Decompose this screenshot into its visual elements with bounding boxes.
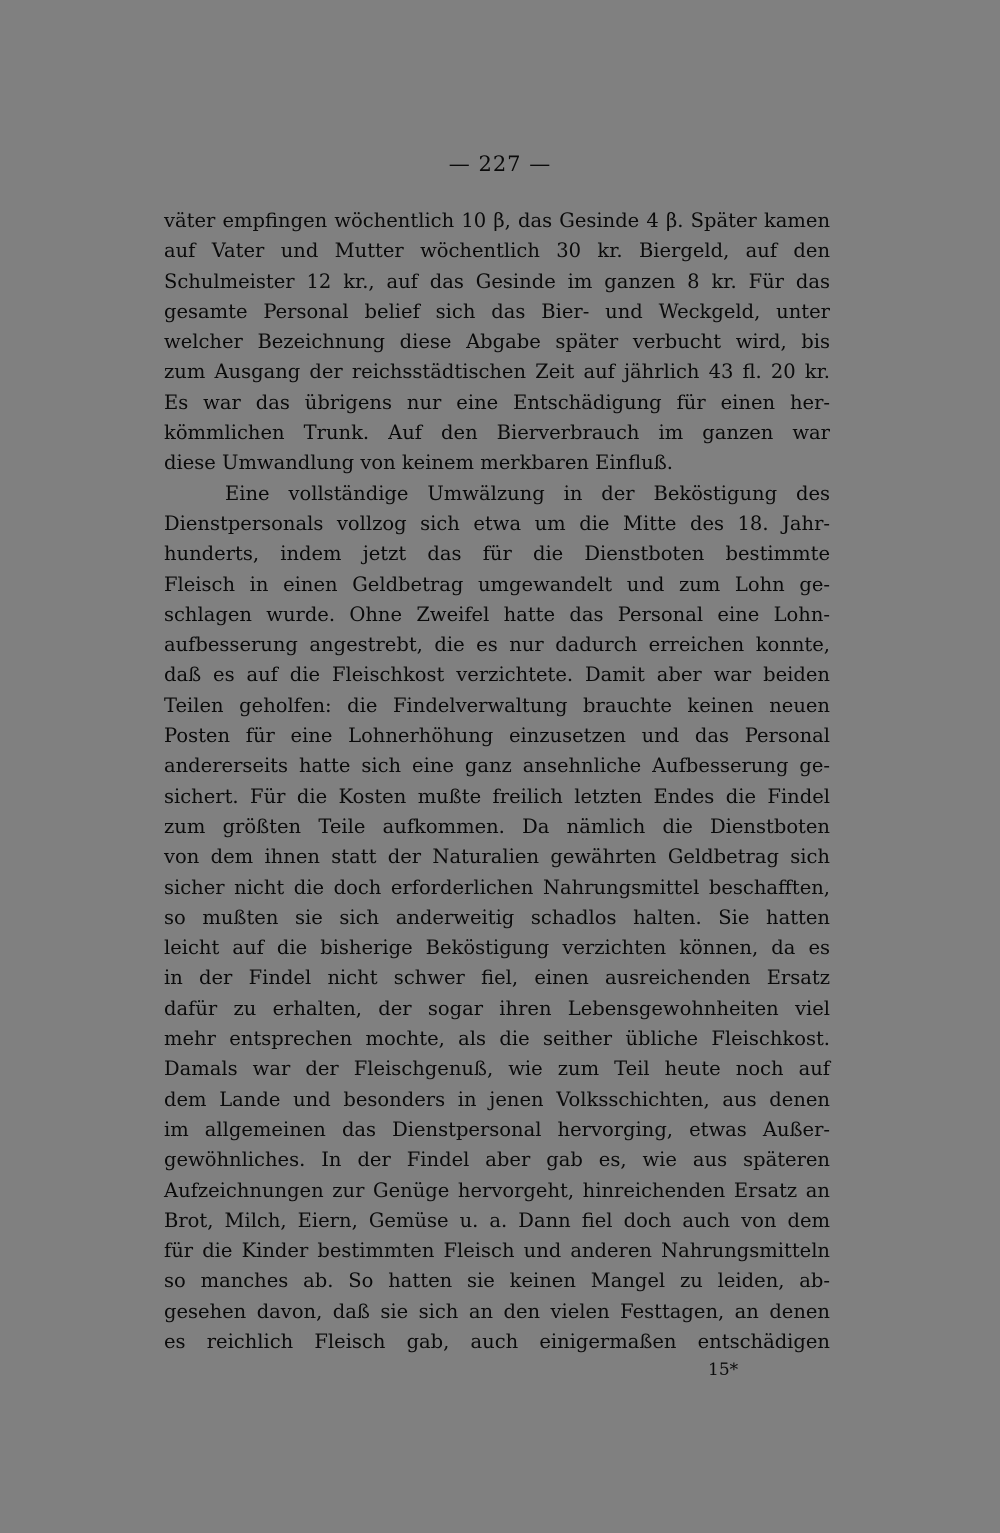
- text-line: sicher nicht die doch erforderlichen Nahrungsmittel beschafften,: [164, 875, 830, 899]
- text-line: andererseits hatte sich eine ganz ansehnliche Aufbesserung ge-: [164, 754, 830, 778]
- text-line: gesehen davon, daß sie sich an den vielen Festtagen, an denen: [164, 1299, 830, 1323]
- text-line: von dem ihnen statt der Naturalien gewährten Geldbetrag sich: [164, 845, 830, 869]
- text-line: Dienstpersonals vollzog sich etwa um die Mitte des 18. Jahr-: [164, 511, 830, 535]
- text-line: für die Kinder bestimmten Fleisch und anderen Nahrungsmitteln: [164, 1239, 830, 1263]
- text-line: so mußten sie sich anderweitig schadlos halten. Sie hatten: [164, 905, 830, 929]
- text-line: Eine vollständige Umwälzung in der Beköstigung des: [225, 481, 830, 505]
- text-line: Schulmeister 12 kr., auf das Gesinde im ganzen 8 kr. Für das: [164, 269, 830, 293]
- text-line: schlagen wurde. Ohne Zweifel hatte das Personal eine Lohn-: [164, 602, 830, 626]
- text-line: aufbesserung angestrebt, die es nur dadurch erreichen konnte,: [164, 633, 830, 657]
- text-line: diese Umwandlung von keinem merkbaren Einfluß.: [164, 451, 673, 475]
- text-line: zum Ausgang der reichsstädtischen Zeit auf jährlich 43 fl. 20 kr.: [164, 360, 830, 384]
- page-number: — 227 —: [448, 152, 552, 176]
- page-body: [164, 206, 830, 1357]
- text-line: sichert. Für die Kosten mußte freilich letzten Endes die Findel: [164, 784, 830, 808]
- text-line: dafür zu erhalten, der sogar ihren Lebensgewohnheiten viel: [164, 996, 830, 1020]
- text-line: hunderts, indem jetzt das für die Dienstboten bestimmte: [164, 542, 830, 566]
- text-line: im allgemeinen das Dienstpersonal hervorging, etwas Außer-: [164, 1117, 830, 1141]
- text-line: zum größten Teile aufkommen. Da nämlich die Dienstboten: [164, 814, 830, 838]
- text-line: gewöhnliches. In der Findel aber gab es, wie aus späteren: [164, 1148, 830, 1172]
- text-line: kömmlichen Trunk. Auf den Bierverbrauch im ganzen war: [164, 421, 830, 445]
- text-line: welcher Bezeichnung diese Abgabe später verbucht wird, bis: [164, 330, 830, 354]
- text-line: Aufzeichnungen zur Genüge hervorgeht, hinreichenden Ersatz an: [164, 1178, 830, 1202]
- text-line: gesamte Personal belief sich das Bier- und Weckgeld, unter: [164, 299, 830, 323]
- text-line: mehr entsprechen mochte, als die seither übliche Fleischkost.: [164, 1027, 830, 1051]
- text-line: in der Findel nicht schwer fiel, einen ausreichenden Ersatz: [164, 966, 830, 990]
- text-line: Teilen geholfen: die Findelverwaltung brauchte keinen neuen: [164, 693, 830, 717]
- signature-mark: 15*: [708, 1360, 739, 1380]
- text-line: auf Vater und Mutter wöchentlich 30 kr. Biergeld, auf den: [164, 239, 830, 263]
- text-line: daß es auf die Fleischkost verzichtete. Damit aber war beiden: [164, 663, 830, 687]
- text-line: leicht auf die bisherige Beköstigung verzichten können, da es: [164, 936, 830, 960]
- text-line: Fleisch in einen Geldbetrag umgewandelt und zum Lohn ge-: [164, 572, 830, 596]
- text-line: Es war das übrigens nur eine Entschädigung für einen her-: [164, 390, 830, 414]
- text-line: so manches ab. So hatten sie keinen Mangel zu leiden, ab-: [164, 1269, 830, 1293]
- text-line: dem Lande und besonders in jenen Volksschichten, aus denen: [164, 1087, 830, 1111]
- text-line: väter empfingen wöchentlich 10 β, das Gesinde 4 β. Später kamen: [164, 209, 830, 232]
- text-line: Brot, Milch, Eiern, Gemüse u. a. Dann fiel doch auch von dem: [164, 1208, 830, 1232]
- text-line: Posten für eine Lohnerhöhung einzusetzen und das Personal: [164, 724, 830, 748]
- text-line: es reichlich Fleisch gab, auch einigermaßen entschädigen: [164, 1329, 830, 1353]
- text-line: Damals war der Fleischgenuß, wie zum Teil heute noch auf: [164, 1057, 830, 1081]
